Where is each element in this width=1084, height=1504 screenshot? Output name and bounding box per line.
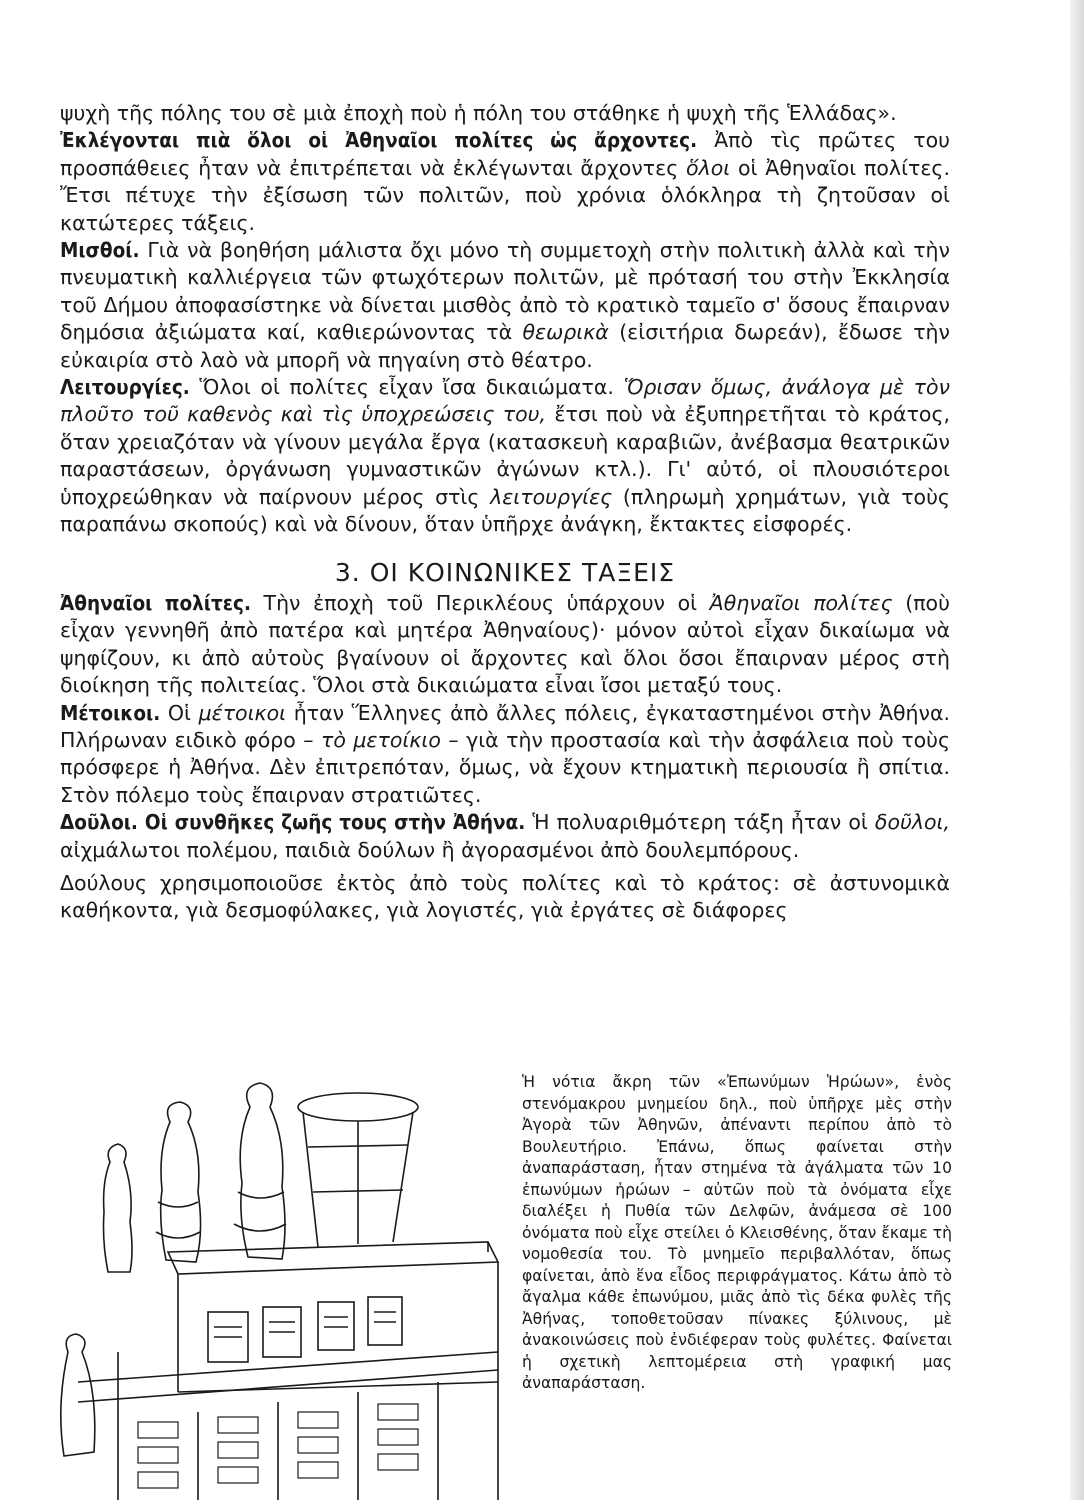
heading-salaries: Μισθοί. — [60, 238, 140, 263]
heading-elections: Ἐκλέγονται πιὰ ὅλοι οἱ Ἀθηναῖοι πολίτες ὡς ἄρχοντες. — [60, 128, 698, 153]
paragraph-slaves: Δοῦλοι. Οἱ συνθῆκες ζωῆς τους στὴν Ἀθήνα. Ἡ πολυαριθμότερη τάξη ἦταν οἱ δοῦλοι, αἰχμάλωτοι πολέμου, παιδιὰ δούλων ἢ ἀγορασμένοι ἀπὸ δουλεμπόρους. — [60, 810, 950, 862]
heading-metics: Μέτοικοι. — [60, 700, 161, 725]
paragraph-metics: Μέτοικοι. Οἱ μέτοικοι ἦταν Ἕλληνες ἀπὸ ἄλλες πόλεις, ἐγκαταστημένοι στὴν Ἀθήνα. Πλήρωναν ειδικὸ φόρο – τὸ μετοίκιο – γιὰ τὴν προστασία καὶ τὴν ἀσφάλεια ποὺ τοὺς πρόσφερε ἡ Ἀθήνα. Δὲν ἐπιτρεπόταν, ὅμως, νὰ ἔχουν κτηματικὴ περιουσία ἢ σπίτια. Στὸν πόλεμο τοὺς ἔπαιρναν στρατιῶτες. — [60, 700, 951, 807]
paragraph-elections: Ἐκλέγονται πιὰ ὅλοι οἱ Ἀθηναῖοι πολίτες ὡς ἄρχοντες. Ἀπὸ τὶς πρῶτες του προσπάθειες ἦταν νὰ ἐπιτρέπεται νὰ ἐκλέγωνται ἄρχοντες ὅλοι οἱ Ἀθηναῖοι πολίτες. Ἔτσι πέτυχε τὴν ἐξίσωση τῶν πολιτῶν, ποὺ χρόνια ὁλόκληρα τὴ ζητοῦσαν οἱ κατώτερες τάξεις. — [60, 128, 950, 235]
section-title: 3. ΟΙ ΚΟΙΝΩΝΙΚΕΣ ΤΑΞΕΙΣ — [334, 557, 676, 587]
heading-slaves: Δοῦλοι. Οἱ συνθῆκες ζωῆς τους στὴν Ἀθήνα. — [60, 810, 526, 835]
page-edge-shadow — [1070, 0, 1084, 1500]
paragraph-liturgies: Λειτουργίες. Ὅλοι οἱ πολίτες εἶχαν ἴσα δικαιώματα. Ὅρισαν ὅμως, ἀνάλογα μὲ τὸν πλοῦτο τοῦ καθενὸς καὶ τὶς ὑποχρεώσεις του, ἔτσι ποὺ νὰ ἐξυπηρετῆται τὸ κράτος, ὅταν χρειαζόταν νὰ γίνουν μεγάλα ἔργα (κατασκευὴ καραβιῶν, ἀνέβασμα θεατρικῶν παραστάσεων, ὀργάνωση γυμναστικῶν ἀγώνων κτλ.). Γι' αὐτό, οἱ πλουσιότεροι ὑποχρεώθηκαν νὰ παίρνουν μέρος στὶς λειτουργίες (πληρωμὴ χρημάτων, γιὰ τοὺς παραπάνω σκοπούς) καὶ νὰ δίνουν, ὅταν ὑπῆρχε ἀνάγκη, ἔκτακτες εἰσφορές. — [60, 375, 950, 537]
heading-liturgies: Λειτουργίες. — [60, 375, 190, 400]
heading-citizens: Ἀθηναῖοι πολίτες. — [60, 590, 251, 615]
intro-paragraph: ψυχὴ τῆς πόλης του σὲ μιὰ ἐποχὴ ποὺ ἡ πόλη του στάθηκε ἡ ψυχὴ τῆς Ἑλλάδας». — [60, 101, 897, 125]
figure-caption: Ἡ νότια ἄκρη τῶν «Ἐπωνύμων Ἡρώων», ἑνὸς στενόμακρου μνημείου δηλ., ποὺ ὑπῆρχε μὲς στὴν Ἀγορὰ τῶν Ἀθηνῶν, ἀπέναντι περίπου ἀπὸ τὸ Βουλευτήριο. Ἐπάνω, ὅπως φαίνεται στὴν ἀναπαράσταση, ἦταν στημένα τὰ ἀγάλματα τῶν 10 ἐπωνύμων ἡρώων – αὐτῶν ποὺ τὰ ὀνόματα εἶχε διαλέξει ἡ Πυθία τῶν Δελφῶν, ἀνάμεσα σὲ 100 ὀνόματα ποὺ εἶχε στείλει ὁ Κλεισθένης, ὅταν ἔκαμε τὴ νομοθεσία του. Τὸ μνημεῖο περιβαλλόταν, ὅπως φαίνεται, ἀπὸ ἕνα εἶδος περιφράγματος. Κάτω ἀπὸ τὸ ἄγαλμα κάθε ἐπωνύμου, μιᾶς ἀπὸ τὶς δέκα φυλὲς τῆς Ἀθήνας, τοποθετοῦσαν πίνακες ξύλινους, μὲ ἀνακοινώσεις ποὺ ἐνδιέφεραν τοὺς φυλέτες. Φαίνεται ἡ σχετικὴ λεπτομέρεια στὴ γραφική μας ἀναπαράσταση. — [522, 1073, 952, 1392]
paragraph-salaries: Μισθοί. Γιὰ νὰ βοηθήση μάλιστα ὄχι μόνο τὴ συμμετοχὴ στὴν πολιτικὴ ἀλλὰ καὶ τὴν πνευματικὴ καλλιέργεια τῶν φτωχότερων πολιτῶν, μὲ πρότασή του στὴν Ἐκκλησία τοῦ Δήμου ἀποφασίστηκε νὰ δίνεται μισθὸς ἀπὸ τὸ κρατικὸ ταμεῖο σ' ὅσους ἔπαιρναν δημόσια ἀξιώματα καί, καθιερώνοντας τὰ θεωρικὰ (εἰσιτήρια δωρεάν), ἔδωσε τὴν εὐκαιρία στὸ λαὸ νὰ μπορῆ νὰ πηγαίνη στὸ θέατρο. — [60, 238, 950, 372]
paragraph-citizens: Ἀθηναῖοι πολίτες. Τὴν ἐποχὴ τοῦ Περικλέους ὑπάρχουν οἱ Ἀθηναῖοι πολίτες (ποὺ εἶχαν γεννηθῆ ἀπὸ πατέρα καὶ μητέρα Ἀθηναίους)· μόνον αὐτοὶ εἶχαν δικαίωμα νὰ ψηφίζουν, κι ἀπὸ αὐτοὺς βγαίνουν οἱ ἄρχοντες καὶ ὅλοι ὅσοι ἔπαιρναν μέρος στὴ διοίκηση τῆς πολιτείας. Ὅλοι στὰ δικαιώματα εἶναι ἴσοι μεταξύ τους. — [60, 590, 950, 698]
paragraph-slave-uses: Δούλους χρησιμοποιοῦσε ἐκτὸς ἀπὸ τοὺς πολίτες καὶ τὸ κράτος: σὲ ἀστυνομικὰ καθήκοντα, γιὰ δεσμοφύλακες, γιὰ λογιστές, γιὰ ἐργάτες σὲ διάφορες — [60, 870, 950, 923]
eponymous-heroes-illustration — [58, 1052, 506, 1500]
main-text-column — [60, 100, 950, 925]
